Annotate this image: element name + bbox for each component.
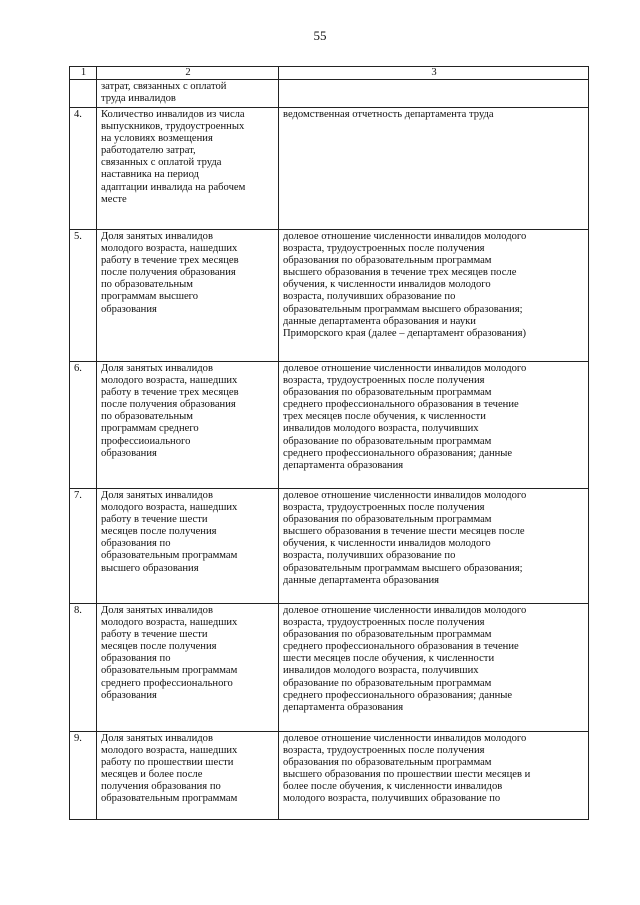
row-number: 6. <box>70 362 97 489</box>
column-header-2: 2 <box>97 67 279 80</box>
page-number: 55 <box>313 28 327 43</box>
column-header-1: 1 <box>70 67 97 80</box>
row-number: 9. <box>70 732 97 820</box>
indicator-description: затрат, связанных с оплатой труда инвалидов <box>97 80 279 108</box>
row-number: 8. <box>70 604 97 732</box>
row-number: 4. <box>70 108 97 230</box>
table-header-row <box>70 67 589 80</box>
calculation-source: долевое отношение численности инвалидов молодого возраста, трудоустроенных после получения образования по образовательным программам среднего профессионального образования в течение трех месяцев после обучения, к численности инвалидов молодого возраста, получивших образование по образовательным программам среднего профессионального образования; данные департамента образования <box>279 362 589 489</box>
table-row <box>70 362 589 489</box>
indicator-description: Количество инвалидов из числа выпускников, трудоустроенных на условиях возмещения работодателю затрат, связанных с оплатой труда наставника на период адаптации инвалида на рабочем месте <box>97 108 279 230</box>
indicator-description: Доля занятых инвалидов молодого возраста, нашедших работу в течение шести месяцев после получения образования по образовательным программам высшего образования <box>97 489 279 604</box>
calculation-source: долевое отношение численности инвалидов молодого возраста, трудоустроенных после получения образования по образовательным программам высшего образования по прошествии шести месяцев и более после обучения, к численности инвалидов молодого возраста, получивших образование по <box>279 732 589 820</box>
calculation-source: долевое отношение численности инвалидов молодого возраста, трудоустроенных после получения образования по образовательным программам среднего профессионального образования в течение шести месяцев после обучения, к численности инвалидов молодого возраста, получивших образование по образовательным программам среднего профессионального образования; данные департамента образования <box>279 604 589 732</box>
calculation-source: долевое отношение численности инвалидов молодого возраста, трудоустроенных после получения образования по образовательным программам высшего образования в течение шести месяцев после обучения, к численности инвалидов молодого возраста, получивших образование по образовательным программам высшего образования; данные департамента образования <box>279 489 589 604</box>
table-row <box>70 489 589 604</box>
calculation-source: ведомственная отчетность департамента труда <box>279 108 589 230</box>
indicator-description: Доля занятых инвалидов молодого возраста, нашедших работу в течение трех месяцев после получения образования по образовательным программам высшего образования <box>97 230 279 362</box>
row-number <box>70 80 97 108</box>
column-header-3: 3 <box>279 67 589 80</box>
indicator-description: Доля занятых инвалидов молодого возраста, нашедших работу в течение шести месяцев после получения образования по образовательным программам среднего профессионального образования <box>97 604 279 732</box>
indicator-description: Доля занятых инвалидов молодого возраста, нашедших работу по прошествии шести месяцев и более после получения образования по образовательным программам <box>97 732 279 820</box>
row-number: 7. <box>70 489 97 604</box>
indicators-table <box>69 66 589 820</box>
row-number: 5. <box>70 230 97 362</box>
table-row <box>70 732 589 820</box>
table-row <box>70 108 589 230</box>
table-row <box>70 604 589 732</box>
indicator-description: Доля занятых инвалидов молодого возраста, нашедших работу в течение трех месяцев после получения образования по образовательным программам среднего профессиоиального образования <box>97 362 279 489</box>
table-row <box>70 80 589 108</box>
calculation-source <box>279 80 589 108</box>
calculation-source: долевое отношение численности инвалидов молодого возраста, трудоустроенных после получения образования по образовательным программам высшего образования в течение трех месяцев после обучения, к численности инвалидов молодого возраста, получивших образование по образовательным программам высшего образования; данные департамента образования и науки Приморского края (далее – департамент образования) <box>279 230 589 362</box>
table-row <box>70 230 589 362</box>
